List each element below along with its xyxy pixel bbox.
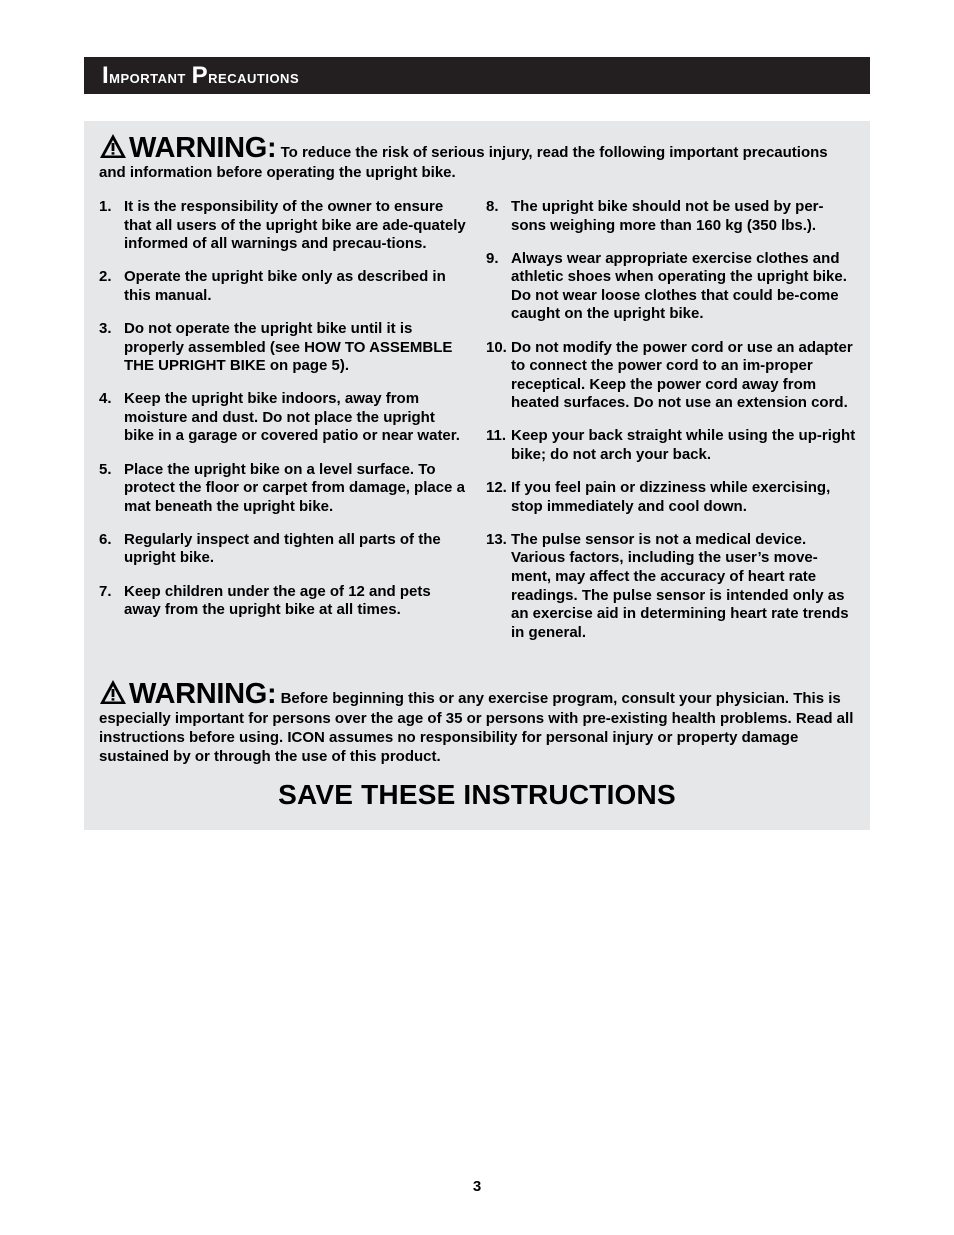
- item-text: It is the responsibility of the owner to ensure that all users of the upright bike are ade-quately informed of all warnings and precau-tions.: [124, 198, 466, 253]
- item-number: 1.: [99, 198, 112, 215]
- warning-triangle-icon: [99, 133, 127, 159]
- item-text: Always wear appropriate exercise clothes and athletic shoes when operating the upright bike. Do not wear loose clothes that could be-come caught on the upright bike.: [511, 249, 847, 323]
- item-text: Operate the upright bike only as described in this manual.: [124, 268, 446, 304]
- list-item: [99, 268, 469, 305]
- item-number: 4.: [99, 390, 112, 408]
- title-initial-1: I: [102, 62, 110, 89]
- item-number: 11.: [486, 427, 507, 445]
- warning-block-1: [99, 133, 857, 182]
- list-item: [99, 320, 469, 376]
- item-number: 6.: [99, 530, 112, 548]
- title-rest-2: recautions: [208, 67, 300, 88]
- list-item: [486, 479, 856, 516]
- list-item: [486, 427, 856, 464]
- warning-text: Before beginning this or any exercise program, consult your physician. This is especially important for persons over the age of 35 or persons with pre-existing health problems. Read all instructions before using. ICON assumes no responsibility for personal injury or property damage sustained by or through the use of this product.: [99, 690, 854, 765]
- list-item: [486, 339, 856, 413]
- item-number: 7.: [99, 582, 112, 600]
- section-title: [84, 57, 870, 94]
- warning-label: WARNING:: [129, 678, 277, 710]
- page-number: 3: [472, 1178, 482, 1195]
- item-text: The upright bike should not be used by per-sons weighing more than 160 kg (350 lbs.).: [511, 198, 824, 234]
- item-text: Place the upright bike on a level surface. To protect the floor or carpet from damage, place a mat beneath the upright bike.: [124, 460, 465, 515]
- item-number: 8.: [486, 198, 499, 215]
- list-item: [99, 198, 469, 254]
- item-number: 3.: [99, 319, 112, 337]
- warning-block-2: [99, 679, 857, 766]
- list-item: [99, 583, 469, 620]
- warning-label: WARNING:: [129, 132, 277, 164]
- list-item: [486, 198, 856, 235]
- item-number: 12.: [486, 479, 507, 497]
- item-text: Keep the upright bike indoors, away from moisture and dust. Do not place the upright bike in a garage or covered patio or near water.: [124, 390, 460, 445]
- item-number: 13.: [486, 530, 507, 548]
- item-number: 10.: [486, 338, 507, 356]
- list-item: [486, 250, 856, 324]
- item-text: The pulse sensor is not a medical device. Various factors, including the user’s move-ment, may affect the accuracy of heart rate readings. The pulse sensor is intended only as an exercise aid in determining heart rate trends in general.: [511, 530, 849, 641]
- title-initial-2: P: [191, 62, 209, 89]
- warning-triangle-icon: [99, 679, 127, 705]
- title-rest-1: mportant: [109, 67, 192, 88]
- precautions-list-right: [486, 198, 856, 657]
- precautions-panel: [84, 121, 870, 830]
- item-number: 5.: [99, 460, 112, 478]
- save-instructions-heading: SAVE THESE INSTRUCTIONS: [278, 779, 676, 810]
- precautions-list-left: [99, 198, 469, 634]
- list-item: [99, 531, 469, 568]
- warning-text: To reduce the risk of serious injury, read the following important precautions and information before operating the upright bike.: [99, 144, 828, 181]
- item-number: 9.: [486, 249, 499, 267]
- list-item: [99, 461, 469, 517]
- item-text: If you feel pain or dizziness while exercising, stop immediately and cool down.: [511, 479, 831, 515]
- item-text: Keep children under the age of 12 and pets away from the upright bike at all times.: [124, 582, 431, 619]
- list-item: [99, 390, 469, 446]
- list-item: [486, 531, 856, 643]
- item-text: Keep your back straight while using the up-right bike; do not arch your back.: [511, 427, 856, 464]
- item-text: Do not modify the power cord or use an adapter to connect the power cord to an im-proper receptical. Keep the power cord away from heated surfaces. Do not use an extension cord.: [511, 338, 853, 412]
- item-text: Do not operate the upright bike until it is properly assembled (see HOW TO ASSEMBLE THE UPRIGHT BIKE on page 5).: [124, 319, 453, 375]
- item-text: Regularly inspect and tighten all parts of the upright bike.: [124, 530, 441, 567]
- item-number: 2.: [99, 268, 112, 286]
